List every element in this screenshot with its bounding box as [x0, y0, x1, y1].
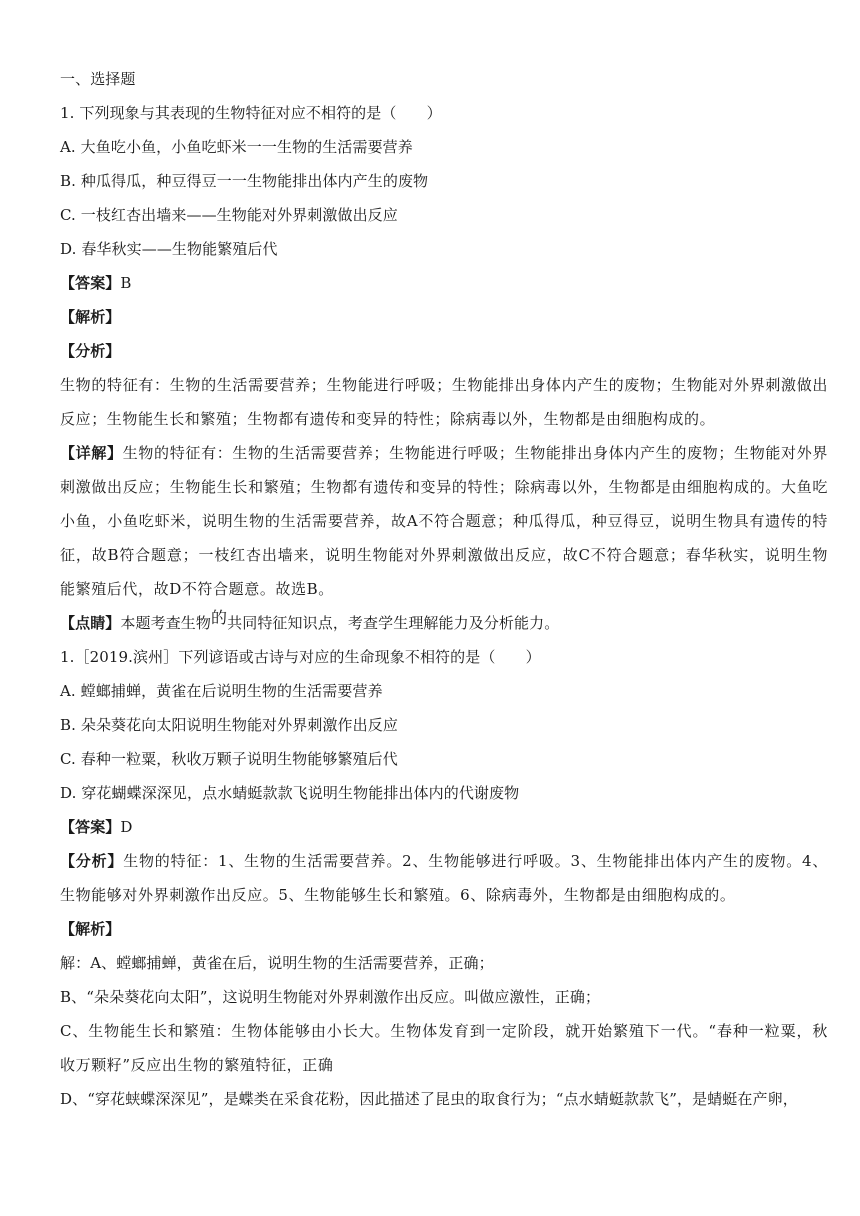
q1-option-c: C. 一枝红杏出墙来——生物能对外界刺激做出反应: [60, 206, 398, 224]
q1-dianjing-pre: 本题考查生物: [120, 614, 212, 632]
q2-answer-label: 【答案】: [60, 818, 121, 836]
q1-dianjing: [60, 606, 828, 640]
q1-dianjing-raised: 的: [211, 608, 228, 627]
q2-stem: 1.［2019.滨州］下列谚语或古诗与对应的生命现象不相符的是（ ）: [60, 648, 541, 666]
q1-dianjing-label: 【点睛】: [60, 614, 121, 632]
q2-analysis-label: 【解析】: [60, 920, 121, 938]
q1-answer-value: B: [120, 274, 132, 292]
q1-xiangjie-label: 【详解】: [60, 444, 123, 462]
q1-xiangjie-text: 生物的特征有：生物的生活需要营养；生物能进行呼吸；生物能排出身体内产生的废物；生物能对外界刺激做出反应；生物能生长和繁殖；生物都有遗传和变异的特性；除病毒以外，生物都是由细胞构成的。大鱼吃小鱼，小鱼吃虾米，说明生物的生活需要营养，故A不符合题意；种瓜得瓜，种豆得豆，说明生物具有遗传的特征，故B符合题意；一枝红杏出墙来，说明生物能对外界刺激做出反应，故C不符合题意；春华秋实，说明生物能繁殖后代，故D不符合题意。故选B。: [60, 444, 828, 598]
q2-option-a: A. 螳螂捕蝉，黄雀在后说明生物的生活需要营养: [60, 682, 383, 700]
q1-answer: [60, 266, 828, 300]
q1-analysis-label: 【解析】: [60, 308, 121, 326]
q2-answer-value: D: [120, 818, 133, 836]
q2-answer: [60, 810, 828, 844]
q2-jie-c: C、生物能生长和繁殖：生物体能够由小长大。生物体发育到一定阶段，就开始繁殖下一代。“春种一粒粟，秋收万颗籽”反应出生物的繁殖特征，正确: [60, 1022, 828, 1074]
q2-fenxi-text: 生物的特征：1、生物的生活需要营养。2、生物能够进行呼吸。3、生物能排出体内产生的废物。4、生物能够对外界刺激作出反应。5、生物能够生长和繁殖。6、除病毒外，生物都是由细胞构成的。: [60, 852, 828, 904]
section-heading: 一、选择题: [60, 70, 136, 88]
q2-fenxi-label: 【分析】: [60, 852, 124, 870]
q1-fenxi-text: 生物的特征有：生物的生活需要营养；生物能进行呼吸；生物能排出身体内产生的废物；生物能对外界刺激做出反应；生物能生长和繁殖；生物都有遗传和变异的特性；除病毒以外，生物都是由细胞构成的。: [60, 376, 828, 428]
q2-option-d: D. 穿花蝴蝶深深见，点水蜻蜓款款飞说明生物能排出体内的代谢废物: [60, 784, 520, 802]
q1-answer-label: 【答案】: [60, 274, 121, 292]
q2-jie-a: 解：A、螳螂捕蝉，黄雀在后，说明生物的生活需要营养，正确；: [60, 954, 494, 972]
q1-stem: 1. 下列现象与其表现的生物特征对应不相符的是（ ）: [60, 104, 442, 122]
q2-option-c: C. 春种一粒粟，秋收万颗子说明生物能够繁殖后代: [60, 750, 398, 768]
q1-dianjing-post: 共同特征知识点，考查学生理解能力及分析能力。: [227, 614, 560, 632]
q1-xiangjie: [60, 436, 828, 606]
q2-option-b: B. 朵朵葵花向太阳说明生物能对外界刺激作出反应: [60, 716, 398, 734]
q1-option-d: D. 春华秋实——生物能繁殖后代: [60, 240, 278, 258]
q1-fenxi-label: 【分析】: [60, 342, 121, 360]
q1-option-a: A. 大鱼吃小鱼，小鱼吃虾米一一生物的生活需要营养: [60, 138, 413, 156]
q2-jie-d: D、“穿花蛱蝶深深见”，是蝶类在采食花粉，因此描述了昆虫的取食行为；“点水蜻蜓款款飞”，是蜻蜓在产卵，: [60, 1090, 798, 1108]
q2-fenxi: [60, 844, 828, 912]
q1-option-b: B. 种瓜得瓜，种豆得豆一一生物能排出体内产生的废物: [60, 172, 429, 190]
document-page: [60, 62, 828, 1116]
q2-jie-b: B、“朵朵葵花向太阳”，这说明生物能对外界刺激作出反应。叫做应激性，正确；: [60, 988, 601, 1006]
